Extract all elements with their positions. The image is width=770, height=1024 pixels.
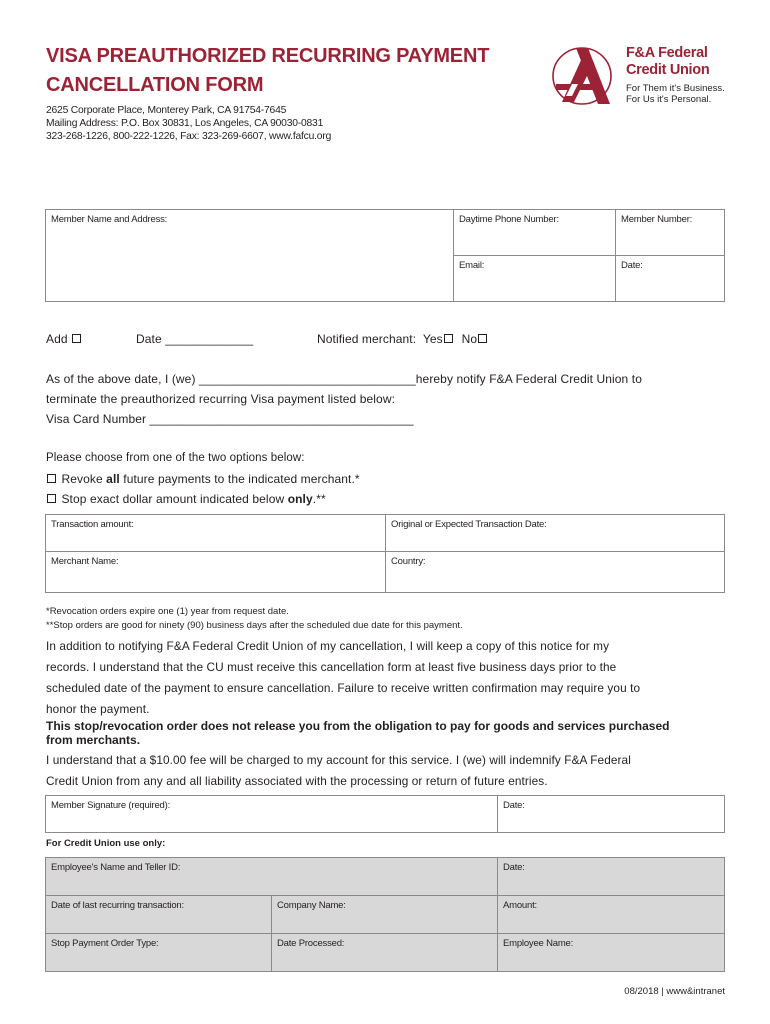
email-label: Email: [459, 260, 485, 271]
notice-line-2: records. I understand that the CU must receive this cancellation form at least five business days prior to the [46, 660, 617, 674]
member-date-field[interactable] [616, 256, 725, 302]
employee-teller-field[interactable] [46, 858, 498, 896]
revoke-text-b: future payments to the indicated merchant.* [123, 472, 360, 486]
yes-checkbox[interactable] [444, 334, 453, 343]
footnote-1: *Revocation orders expire one (1) year from request date. [46, 606, 289, 617]
fee-line-2: Credit Union from any and all liability associated with the processing or return of future entries. [46, 774, 548, 788]
address-line-2: Mailing Address: P.O. Box 30831, Los Angeles, CA 90030-0831 [46, 118, 324, 129]
statement-line-1 [46, 372, 642, 386]
form-title [46, 42, 526, 100]
visa-card-number-line [46, 412, 414, 426]
date-option-blank[interactable]: _____________ [165, 332, 254, 346]
company-name-label: Company Name: [277, 900, 346, 911]
date-option-label: Date [136, 332, 162, 346]
statement-prefix: As of the above date, I (we) [46, 372, 196, 386]
expected-date-field[interactable] [386, 515, 725, 552]
logo-tagline-2: For Us it's Personal. [626, 94, 712, 105]
logo-tagline [626, 83, 725, 105]
member-info-table [45, 209, 725, 302]
add-checkbox[interactable] [72, 334, 81, 343]
obligation-line-1: This stop/revocation order does not release you from the obligation to pay for goods and services purchased [46, 719, 670, 733]
stop-text-a: Stop exact dollar amount indicated below [61, 492, 285, 506]
employee-name-field[interactable] [498, 934, 725, 972]
title-line-1: VISA PREAUTHORIZED RECURRING PAYMENT [46, 45, 490, 67]
date-processed-field[interactable] [272, 934, 498, 972]
visa-card-label: Visa Card Number [46, 412, 147, 426]
notice-line-3: scheduled date of the payment to ensure cancellation. Failure to receive written confirmation may require you to [46, 681, 641, 695]
fee-line-1: I understand that a $10.00 fee will be charged to my account for this service. I (we) will indemnify F&A Federal [46, 753, 631, 767]
no-checkbox[interactable] [478, 334, 487, 343]
employee-name-label: Employee Name: [503, 938, 574, 949]
address-block [46, 104, 331, 143]
revoke-option [46, 472, 360, 486]
merchant-name-field[interactable] [46, 552, 386, 593]
revoke-checkbox[interactable] [47, 474, 56, 483]
add-label: Add [46, 332, 68, 346]
employee-teller-label: Employee's Name and Teller ID: [51, 862, 181, 873]
date-processed-label: Date Processed: [277, 938, 345, 949]
signature-table [45, 795, 725, 833]
no-label: No [461, 332, 478, 346]
notice-line-1: In addition to notifying F&A Federal Credit Union of my cancellation, I will keep a copy of this notice for my [46, 639, 610, 653]
visa-card-blank[interactable]: _______________________________________ [149, 412, 414, 426]
member-name-address-label: Member Name and Address: [51, 214, 168, 225]
obligation-line-2: from merchants. [46, 733, 141, 747]
stop-checkbox[interactable] [47, 494, 56, 503]
logo-tagline-1: For Them it's Business. [626, 83, 725, 94]
expected-date-label: Original or Expected Transaction Date: [391, 519, 547, 530]
logo-name-line-1: F&A Federal [626, 45, 708, 61]
transaction-amount-field[interactable] [46, 515, 386, 552]
member-signature-field[interactable] [46, 796, 498, 833]
merchant-name-label: Merchant Name: [51, 556, 119, 567]
notified-label: Notified merchant: [317, 332, 417, 346]
country-label: Country: [391, 556, 426, 567]
notice-paragraph [46, 636, 726, 720]
cu-date-field[interactable] [498, 858, 725, 896]
cu-use-heading: For Credit Union use only: [46, 838, 166, 849]
stop-payment-type-field[interactable] [46, 934, 272, 972]
footnote-2: **Stop orders are good for ninety (90) business days after the scheduled due date for this payment. [46, 619, 463, 631]
stop-text-bold: only [287, 492, 313, 506]
signature-date-label: Date: [503, 800, 525, 811]
member-date-label: Date: [621, 260, 643, 271]
statement-suffix: hereby notify F&A Federal Credit Union to [415, 372, 642, 386]
yes-label: Yes [422, 332, 443, 346]
name-blank[interactable]: ________________________________ [199, 372, 416, 386]
logo-name-line-2: Credit Union [626, 61, 710, 78]
address-line-1: 2625 Corporate Place, Monterey Park, CA 91754-7645 [46, 105, 287, 116]
last-transaction-date-label: Date of last recurring transaction: [51, 900, 184, 911]
daytime-phone-label: Daytime Phone Number: [459, 214, 559, 225]
date-option [136, 332, 253, 346]
stop-text-b: .** [312, 492, 326, 506]
fee-paragraph [46, 750, 726, 792]
cu-use-table [45, 857, 725, 972]
address-line-3: 323-268-1226, 800-222-1226, Fax: 323-269-6607, www.fafcu.org [46, 131, 332, 142]
title-line-2: CANCELLATION FORM [46, 74, 264, 96]
fa-logo-icon [552, 44, 616, 106]
footnotes [46, 605, 463, 632]
member-number-label: Member Number: [621, 214, 693, 225]
cu-date-label: Date: [503, 862, 525, 873]
signature-date-field[interactable] [498, 796, 725, 833]
country-field[interactable] [386, 552, 725, 593]
member-name-address-field[interactable] [46, 210, 454, 302]
company-name-field[interactable] [272, 896, 498, 934]
logo-name [626, 45, 709, 78]
revoke-text-a: Revoke [61, 472, 103, 486]
choose-intro: Please choose from one of the two options below: [46, 452, 305, 464]
member-signature-label: Member Signature (required): [51, 800, 171, 811]
revoke-text-bold: all [106, 472, 120, 486]
transaction-amount-label: Transaction amount: [51, 519, 134, 530]
amount-label: Amount: [503, 900, 537, 911]
last-transaction-date-field[interactable] [46, 896, 272, 934]
notified-merchant-option [317, 332, 489, 346]
amount-field[interactable] [498, 896, 725, 934]
statement-line-2: terminate the preauthorized recurring Visa payment listed below: [46, 392, 396, 406]
daytime-phone-field[interactable] [454, 210, 616, 256]
stop-option [46, 492, 326, 506]
email-field[interactable] [454, 256, 616, 302]
footer-version: 08/2018 | www&intranet [624, 986, 725, 997]
obligation-notice [46, 719, 736, 747]
member-number-field[interactable] [616, 210, 725, 256]
notice-line-4: honor the payment. [46, 702, 150, 716]
transaction-table [45, 514, 725, 593]
stop-payment-type-label: Stop Payment Order Type: [51, 938, 159, 949]
add-option [46, 332, 83, 346]
